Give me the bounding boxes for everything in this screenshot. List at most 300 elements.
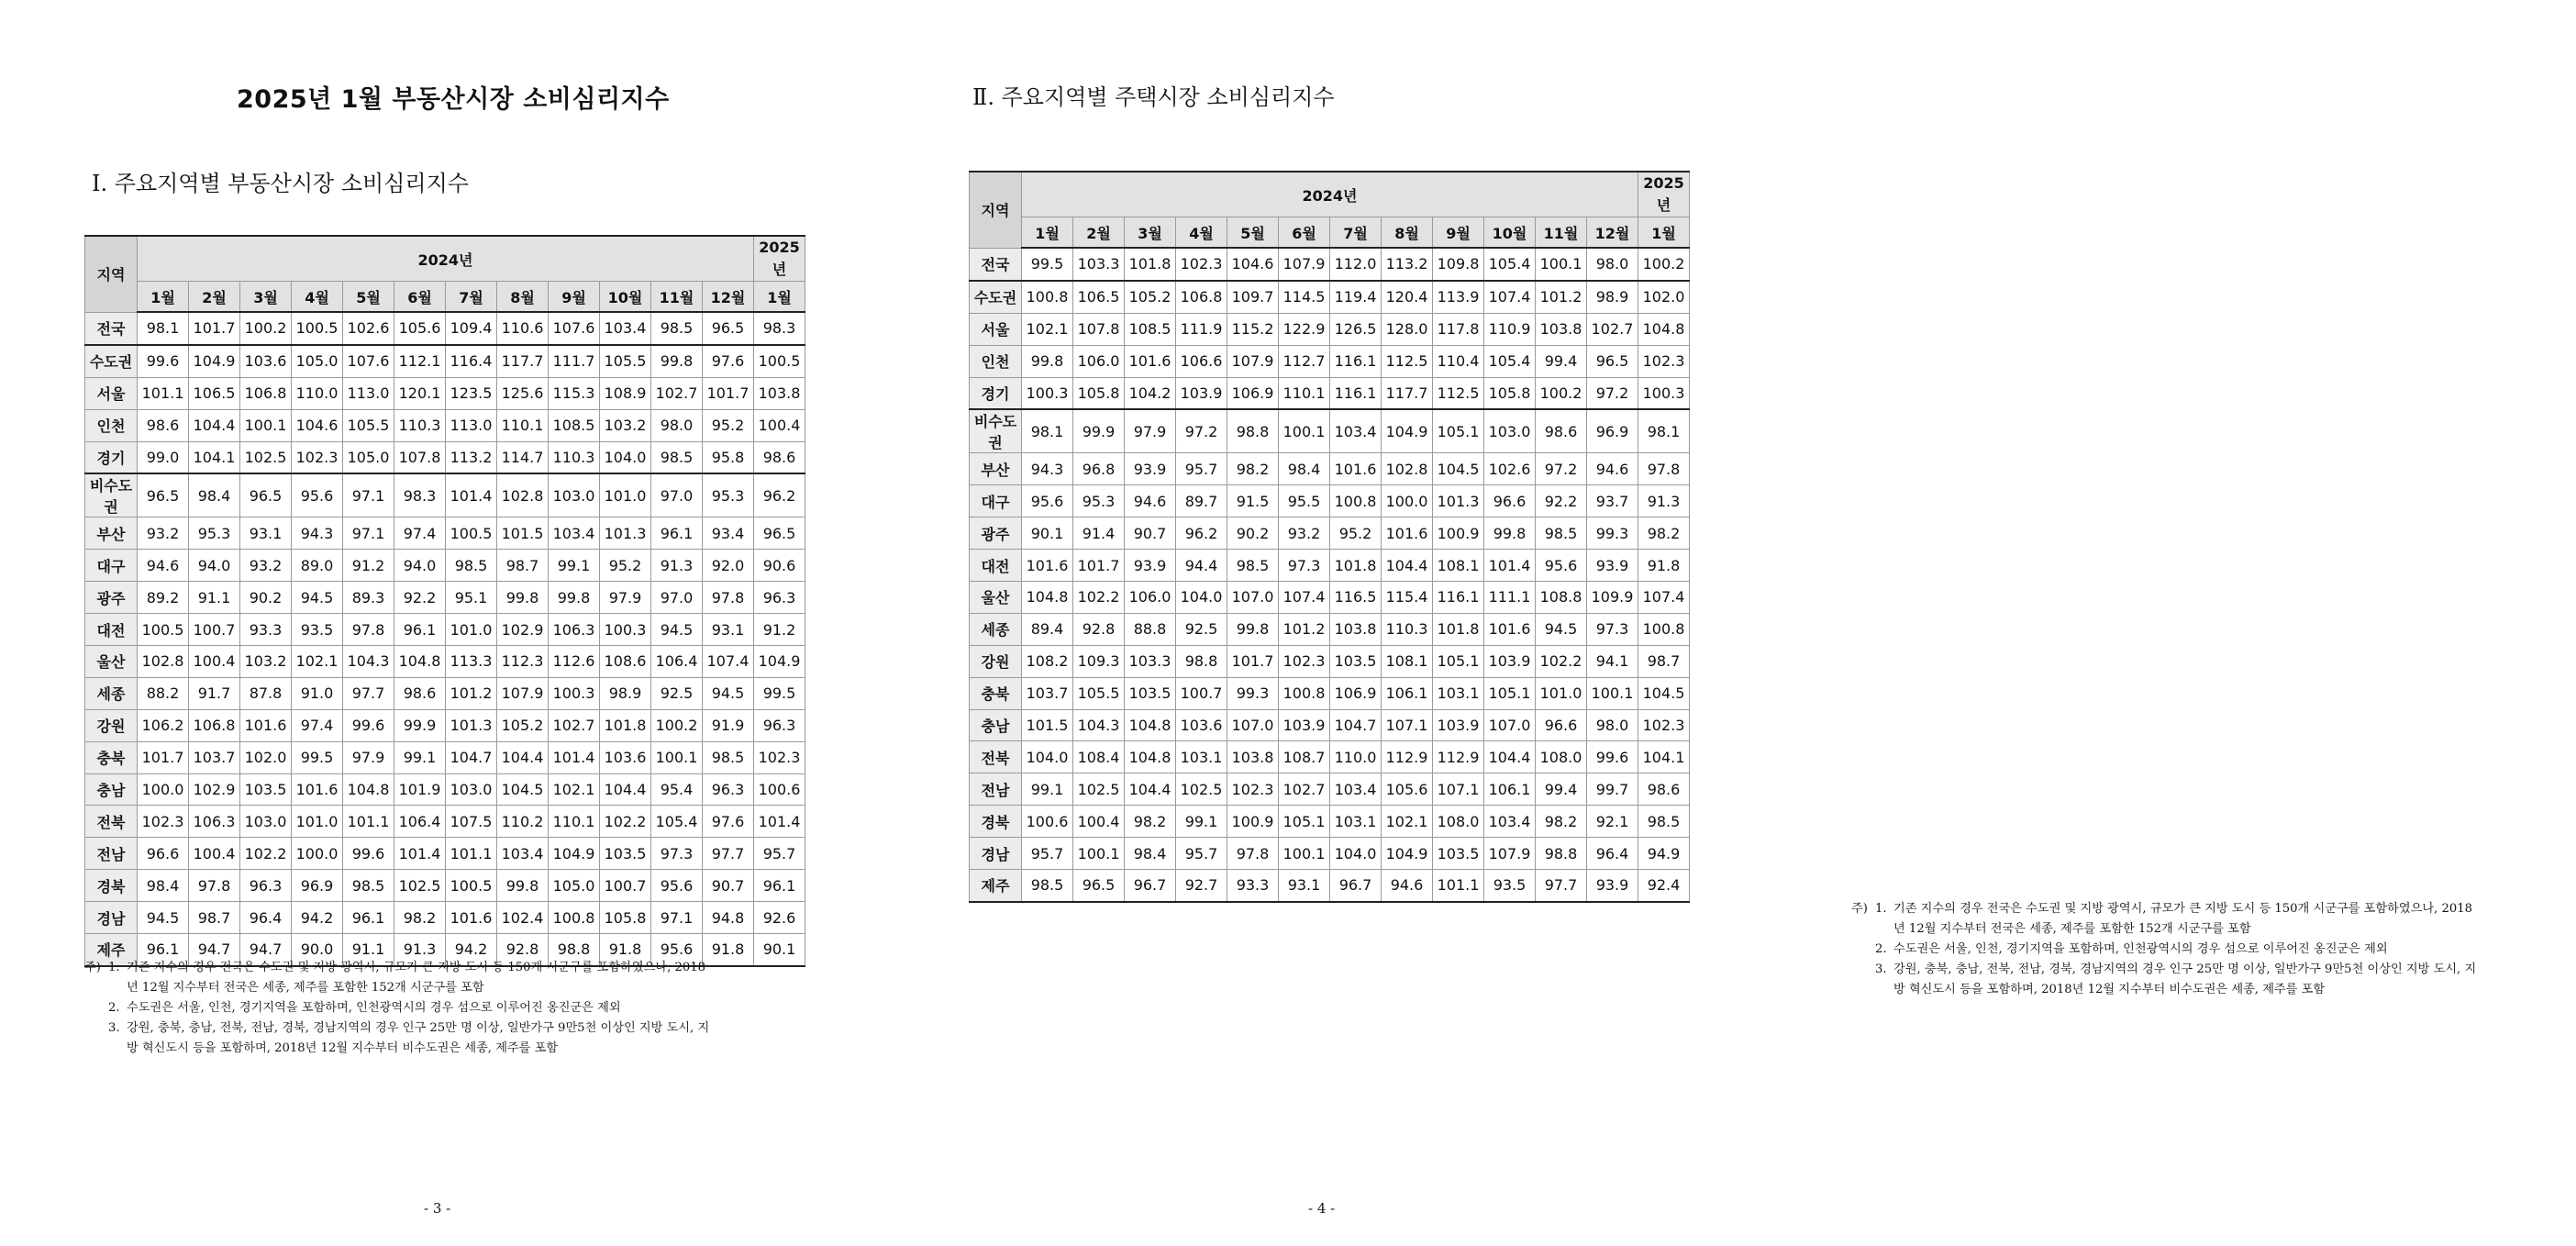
index-value: 102.5 [240, 441, 292, 473]
region-name: 대전 [85, 614, 138, 646]
footnote-item [84, 958, 809, 998]
index-value: 90.2 [240, 582, 292, 614]
index-value: 97.0 [651, 582, 703, 614]
index-value: 90.1 [754, 934, 805, 966]
index-value: 97.2 [1587, 377, 1638, 409]
index-value: 103.0 [549, 473, 600, 517]
index-value: 103.9 [1279, 709, 1330, 741]
region-name: 경남 [970, 838, 1022, 870]
index-value: 93.2 [1279, 517, 1330, 550]
index-value: 99.7 [1587, 773, 1638, 806]
region-name: 수도권 [85, 345, 138, 377]
index-value: 125.6 [497, 377, 549, 409]
index-value: 98.5 [446, 550, 497, 582]
index-value: 98.8 [1176, 645, 1227, 677]
footnote-number: 2. [1875, 942, 1887, 956]
table-row [970, 550, 1690, 582]
table-row [85, 582, 805, 614]
footnote-number: 2. [108, 1001, 120, 1015]
index-value: 104.4 [497, 741, 549, 773]
index-value: 91.2 [343, 550, 394, 582]
index-value: 92.1 [1587, 806, 1638, 838]
index-value: 103.6 [1176, 709, 1227, 741]
index-value: 92.8 [497, 934, 549, 966]
index-value: 94.1 [1587, 645, 1638, 677]
index-value: 110.3 [549, 441, 600, 473]
index-value: 101.7 [1073, 550, 1125, 582]
index-value: 104.1 [1638, 741, 1690, 773]
index-value: 117.8 [1433, 313, 1484, 345]
region-name: 강원 [85, 709, 138, 741]
month-header: 10월 [1484, 217, 1536, 249]
index-value: 93.9 [1125, 550, 1176, 582]
index-value: 102.7 [651, 377, 703, 409]
region-name: 광주 [85, 582, 138, 614]
index-value: 108.0 [1536, 741, 1587, 773]
index-value: 104.7 [1330, 709, 1382, 741]
index-value: 94.5 [138, 902, 189, 934]
index-value: 97.3 [651, 838, 703, 870]
index-value: 98.3 [394, 473, 446, 517]
month-header: 8월 [1382, 217, 1433, 249]
region-name: 경북 [970, 806, 1022, 838]
index-value: 101.7 [703, 377, 754, 409]
region-name: 울산 [970, 582, 1022, 614]
index-value: 95.8 [703, 441, 754, 473]
index-value: 105.1 [1433, 645, 1484, 677]
table-row [970, 806, 1690, 838]
index-value: 103.3 [1125, 645, 1176, 677]
index-value: 96.2 [754, 473, 805, 517]
index-value: 103.6 [600, 741, 651, 773]
index-value: 103.1 [1330, 806, 1382, 838]
index-value: 109.7 [1227, 281, 1279, 313]
index-value: 102.2 [600, 806, 651, 838]
index-value: 90.0 [292, 934, 343, 966]
index-value: 104.3 [1073, 709, 1125, 741]
index-value: 103.5 [1125, 677, 1176, 709]
index-value: 92.2 [394, 582, 446, 614]
index-value: 101.3 [600, 517, 651, 550]
index-value: 110.3 [394, 409, 446, 441]
index-value: 100.9 [1227, 806, 1279, 838]
index-value: 96.5 [754, 517, 805, 550]
index-value: 106.8 [189, 709, 240, 741]
index-value: 115.2 [1227, 313, 1279, 345]
month-header: 5월 [1227, 217, 1279, 249]
index-value: 95.5 [1279, 485, 1330, 517]
index-value: 103.8 [1536, 313, 1587, 345]
index-value: 98.4 [1279, 453, 1330, 485]
index-value: 113.2 [1382, 248, 1433, 281]
index-value: 100.8 [1279, 677, 1330, 709]
index-value: 98.8 [1227, 409, 1279, 453]
index-value: 103.4 [1330, 409, 1382, 453]
index-value: 94.5 [651, 614, 703, 646]
index-value: 100.1 [1073, 838, 1125, 870]
index-value: 96.3 [754, 582, 805, 614]
index-value: 108.7 [1279, 741, 1330, 773]
table-row [85, 550, 805, 582]
index-value: 103.7 [1022, 677, 1073, 709]
index-value: 90.2 [1227, 517, 1279, 550]
index-value: 99.3 [1587, 517, 1638, 550]
index-value: 98.5 [1227, 550, 1279, 582]
index-value: 96.6 [138, 838, 189, 870]
index-value: 110.6 [497, 312, 549, 345]
region-name: 비수도권 [85, 473, 138, 517]
table-row [970, 838, 1690, 870]
index-value: 101.8 [1125, 248, 1176, 281]
index-value: 99.8 [497, 870, 549, 902]
month-header: 3월 [240, 282, 292, 313]
index-value: 114.7 [497, 441, 549, 473]
index-value: 105.4 [1484, 248, 1536, 281]
index-value: 100.4 [754, 409, 805, 441]
month-header: 11월 [651, 282, 703, 313]
index-value: 93.3 [1227, 870, 1279, 902]
index-value: 102.9 [497, 614, 549, 646]
footnote-number: 1. [108, 961, 120, 974]
index-value: 119.4 [1330, 281, 1382, 313]
index-value: 99.8 [1484, 517, 1536, 550]
index-value: 89.3 [343, 582, 394, 614]
index-value: 95.2 [1330, 517, 1382, 550]
index-value: 110.2 [497, 806, 549, 838]
index-value: 94.5 [292, 582, 343, 614]
index-value: 91.8 [703, 934, 754, 966]
index-value: 100.2 [240, 312, 292, 345]
index-value: 104.1 [189, 441, 240, 473]
region-name: 부산 [85, 517, 138, 550]
index-value: 103.4 [549, 517, 600, 550]
index-value: 104.7 [446, 741, 497, 773]
footnote-item [84, 998, 809, 1018]
index-value: 99.3 [1227, 677, 1279, 709]
footnote-text: 수도권은 서울, 인천, 경기지역을 포함하며, 인천광역시의 경우 섬으로 이루어진 옹진군은 제외 [127, 1001, 621, 1015]
index-value: 102.3 [1279, 645, 1330, 677]
index-value: 106.9 [1227, 377, 1279, 409]
index-value: 103.9 [1433, 709, 1484, 741]
index-value: 97.0 [651, 473, 703, 517]
index-value: 96.6 [1484, 485, 1536, 517]
index-value: 97.6 [703, 806, 754, 838]
page-3 [0, 0, 881, 1246]
index-value: 104.4 [1382, 550, 1433, 582]
region-name: 서울 [85, 377, 138, 409]
index-value: 91.1 [189, 582, 240, 614]
index-value: 91.8 [1638, 550, 1690, 582]
index-value: 102.3 [1638, 709, 1690, 741]
index-value: 91.3 [651, 550, 703, 582]
index-value: 94.2 [446, 934, 497, 966]
index-value: 101.3 [1433, 485, 1484, 517]
footnote-prefix: 주) [84, 961, 101, 974]
index-value: 99.4 [1536, 773, 1587, 806]
index-value: 92.5 [651, 677, 703, 709]
index-value: 104.6 [292, 409, 343, 441]
index-value: 93.9 [1587, 550, 1638, 582]
index-value: 102.2 [240, 838, 292, 870]
index-value: 103.5 [600, 838, 651, 870]
month-header: 1월 [1022, 217, 1073, 249]
index-value: 101.4 [394, 838, 446, 870]
index-value: 87.8 [240, 677, 292, 709]
index-value: 101.4 [446, 473, 497, 517]
index-value: 104.0 [600, 441, 651, 473]
index-value: 105.2 [497, 709, 549, 741]
index-value: 99.4 [1536, 345, 1587, 377]
index-value: 101.6 [292, 773, 343, 806]
index-value: 100.4 [189, 838, 240, 870]
index-value: 91.1 [343, 934, 394, 966]
index-value: 102.1 [1382, 806, 1433, 838]
index-value: 94.5 [1536, 613, 1587, 645]
index-value: 98.0 [651, 409, 703, 441]
index-value: 91.3 [394, 934, 446, 966]
index-value: 94.3 [292, 517, 343, 550]
index-value: 97.2 [1536, 453, 1587, 485]
index-value: 102.3 [754, 741, 805, 773]
index-value: 93.9 [1125, 453, 1176, 485]
index-value: 100.0 [1382, 485, 1433, 517]
footnote-text-continued: 년 12월 지수부터 전국은 세종, 제주를 포함한 152개 시군구를 포함 [127, 981, 484, 995]
index-value: 101.1 [343, 806, 394, 838]
index-value: 97.8 [1227, 838, 1279, 870]
month-header: 9월 [549, 282, 600, 313]
index-value: 94.4 [1176, 550, 1227, 582]
index-value: 102.5 [394, 870, 446, 902]
index-value: 99.6 [343, 838, 394, 870]
index-value: 100.4 [189, 646, 240, 678]
month-header: 2월 [189, 282, 240, 313]
index-value: 95.7 [754, 838, 805, 870]
index-value: 98.5 [343, 870, 394, 902]
table-row [970, 773, 1690, 806]
footnote-text: 수도권은 서울, 인천, 경기지역을 포함하며, 인천광역시의 경우 섬으로 이루어진 옹진군은 제외 [1893, 942, 2388, 956]
index-value: 112.5 [1433, 377, 1484, 409]
index-value: 122.9 [1279, 313, 1330, 345]
index-value: 96.5 [240, 473, 292, 517]
index-value: 100.1 [651, 741, 703, 773]
index-value: 98.1 [138, 312, 189, 345]
index-value: 101.1 [1433, 870, 1484, 902]
index-value: 98.8 [1536, 838, 1587, 870]
index-value: 98.2 [394, 902, 446, 934]
index-value: 103.0 [446, 773, 497, 806]
index-value: 93.1 [1279, 870, 1330, 902]
index-value: 91.4 [1073, 517, 1125, 550]
index-value: 105.5 [1073, 677, 1125, 709]
index-value: 112.7 [1279, 345, 1330, 377]
index-value: 110.3 [1382, 613, 1433, 645]
index-value: 100.5 [446, 870, 497, 902]
index-value: 107.9 [1484, 838, 1536, 870]
index-value: 101.6 [1125, 345, 1176, 377]
index-value: 88.8 [1125, 613, 1176, 645]
index-value: 92.7 [1176, 870, 1227, 902]
index-value: 99.8 [497, 582, 549, 614]
section-2-title: Ⅱ. 주요지역별 주택시장 소비심리지수 [972, 84, 1335, 110]
region-name: 충남 [85, 773, 138, 806]
index-value: 98.8 [549, 934, 600, 966]
index-value: 105.4 [1484, 345, 1536, 377]
table-row [85, 646, 805, 678]
index-value: 93.2 [240, 550, 292, 582]
region-name: 경북 [85, 870, 138, 902]
index-value: 95.6 [651, 870, 703, 902]
table-row [85, 870, 805, 902]
index-value: 120.4 [1382, 281, 1433, 313]
index-value: 100.0 [138, 773, 189, 806]
index-value: 112.0 [1330, 248, 1382, 281]
index-value: 97.4 [292, 709, 343, 741]
index-value: 95.6 [651, 934, 703, 966]
index-value: 97.9 [343, 741, 394, 773]
region-name: 대구 [85, 550, 138, 582]
index-value: 98.6 [138, 409, 189, 441]
index-value: 103.3 [1073, 248, 1125, 281]
footnote-item [1851, 940, 2576, 960]
table-row [970, 677, 1690, 709]
table-row [85, 677, 805, 709]
index-value: 123.5 [446, 377, 497, 409]
index-value: 103.4 [497, 838, 549, 870]
real-estate-index-table [84, 235, 805, 967]
index-value: 103.8 [1227, 741, 1279, 773]
index-value: 97.8 [703, 582, 754, 614]
footnote-text: 기존 지수의 경우 전국은 수도권 및 지방 광역시, 규모가 큰 지방 도시 등 150개 시군구를 포함하였으나, 2018 [127, 961, 706, 974]
index-value: 103.2 [600, 409, 651, 441]
index-value: 102.5 [1176, 773, 1227, 806]
index-value: 113.2 [446, 441, 497, 473]
footnote-item [1851, 960, 2576, 1000]
index-value: 101.0 [1536, 677, 1587, 709]
index-value: 93.1 [703, 614, 754, 646]
region-name: 전남 [85, 838, 138, 870]
month-header-row [970, 217, 1690, 249]
page-4 [881, 0, 2477, 1246]
index-value: 105.1 [1484, 677, 1536, 709]
index-value: 90.7 [703, 870, 754, 902]
index-value: 107.9 [497, 677, 549, 709]
index-value: 94.9 [1638, 838, 1690, 870]
index-value: 106.1 [1484, 773, 1536, 806]
index-value: 98.7 [189, 902, 240, 934]
index-value: 103.2 [240, 646, 292, 678]
month-header: 9월 [1433, 217, 1484, 249]
index-value: 116.4 [446, 345, 497, 377]
index-value: 101.9 [394, 773, 446, 806]
index-value: 99.9 [1073, 409, 1125, 453]
table-row [85, 614, 805, 646]
index-value: 114.5 [1279, 281, 1330, 313]
index-value: 98.1 [1638, 409, 1690, 453]
region-name: 강원 [970, 645, 1022, 677]
index-value: 96.4 [240, 902, 292, 934]
region-name: 대구 [970, 485, 1022, 517]
month-header: 12월 [1587, 217, 1638, 249]
table-row [970, 377, 1690, 409]
index-value: 101.7 [1227, 645, 1279, 677]
index-value: 104.4 [189, 409, 240, 441]
index-value: 96.7 [1125, 870, 1176, 902]
index-value: 100.1 [1587, 677, 1638, 709]
index-value: 97.6 [703, 345, 754, 377]
year-2025-header [754, 236, 805, 282]
footnotes [84, 958, 809, 1059]
index-value: 101.6 [1382, 517, 1433, 550]
table-row [970, 613, 1690, 645]
index-value: 100.5 [446, 517, 497, 550]
index-value: 105.4 [651, 806, 703, 838]
year-2024-header: 2024년 [138, 236, 754, 282]
region-name: 제주 [970, 870, 1022, 902]
index-value: 97.8 [189, 870, 240, 902]
index-value: 100.8 [1022, 281, 1073, 313]
index-value: 95.7 [1176, 838, 1227, 870]
index-value: 102.7 [1279, 773, 1330, 806]
index-value: 95.2 [600, 550, 651, 582]
footnote-text: 기존 지수의 경우 전국은 수도권 및 지방 광역시, 규모가 큰 지방 도시 등 150개 시군구를 포함하였으나, 2018 [1893, 902, 2473, 916]
index-value: 101.6 [446, 902, 497, 934]
index-value: 113.0 [446, 409, 497, 441]
index-value: 105.0 [343, 441, 394, 473]
index-value: 100.2 [651, 709, 703, 741]
index-value: 90.1 [1022, 517, 1073, 550]
region-name: 수도권 [970, 281, 1022, 313]
index-value: 105.6 [394, 312, 446, 345]
index-value: 104.8 [394, 646, 446, 678]
index-value: 100.1 [1279, 838, 1330, 870]
table-row [85, 806, 805, 838]
index-value: 99.1 [394, 741, 446, 773]
index-value: 95.4 [651, 773, 703, 806]
index-value: 96.5 [138, 473, 189, 517]
index-value: 93.5 [292, 614, 343, 646]
index-value: 97.9 [600, 582, 651, 614]
table-row [970, 409, 1690, 453]
index-value: 94.0 [394, 550, 446, 582]
index-value: 128.0 [1382, 313, 1433, 345]
index-value: 100.6 [754, 773, 805, 806]
index-value: 96.1 [343, 902, 394, 934]
index-value: 108.6 [600, 646, 651, 678]
table-row [85, 345, 805, 377]
region-name: 인천 [970, 345, 1022, 377]
index-value: 106.2 [138, 709, 189, 741]
index-value: 96.1 [651, 517, 703, 550]
month-header: 3월 [1125, 217, 1176, 249]
table-row [85, 312, 805, 345]
region-name: 전국 [85, 312, 138, 345]
index-value: 101.4 [549, 741, 600, 773]
index-value: 101.4 [1484, 550, 1536, 582]
index-value: 110.0 [292, 377, 343, 409]
index-value: 103.4 [1484, 806, 1536, 838]
index-value: 96.1 [394, 614, 446, 646]
table-row [970, 870, 1690, 902]
table-row [85, 473, 805, 517]
index-value: 102.7 [549, 709, 600, 741]
index-value: 101.7 [138, 741, 189, 773]
index-value: 98.5 [1022, 870, 1073, 902]
table-row [970, 453, 1690, 485]
index-value: 103.1 [1176, 741, 1227, 773]
index-value: 107.5 [446, 806, 497, 838]
month-header: 11월 [1536, 217, 1587, 249]
index-value: 98.2 [1536, 806, 1587, 838]
